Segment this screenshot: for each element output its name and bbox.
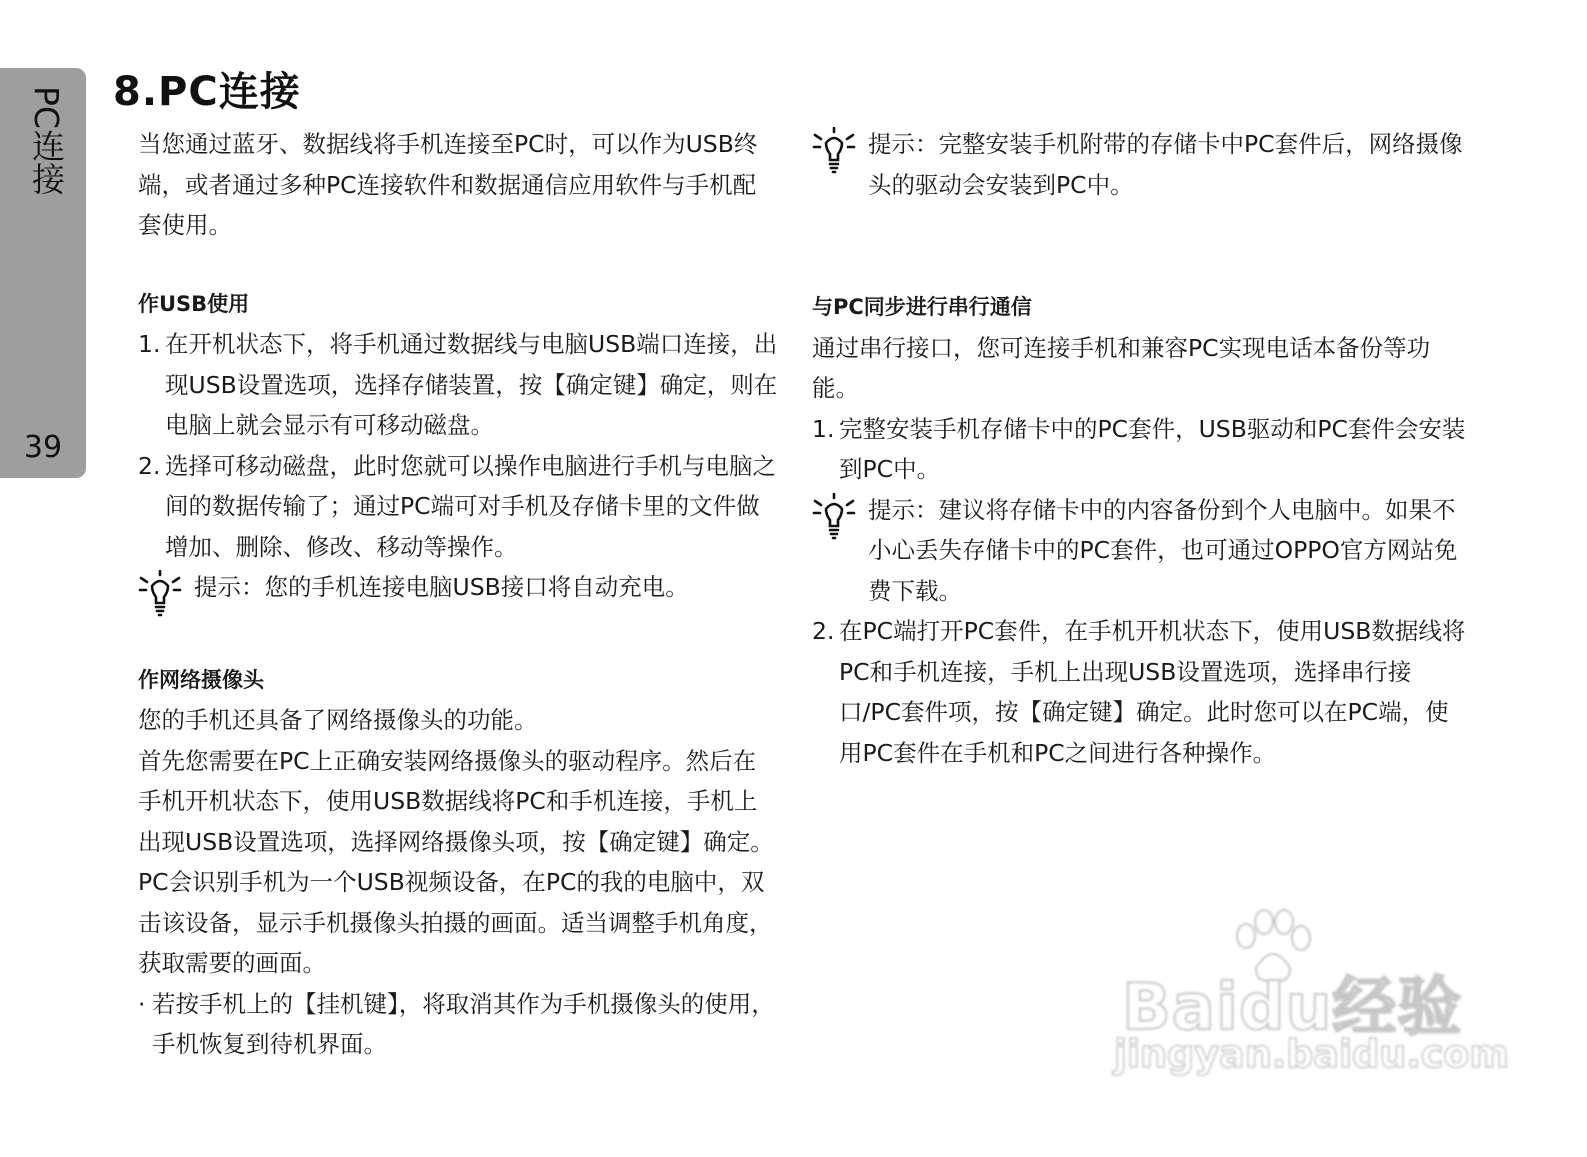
step-text: 在开机状态下，将手机通过数据线与电脑USB端口连接，出现USB设置选项，选择存储装置，按【确定键】确定，则在电脑上就会显示有可移动磁盘。 xyxy=(165,330,778,439)
bullet-mark: · xyxy=(138,989,146,1018)
intro-paragraph: 当您通过蓝牙、数据线将手机连接至PC时，可以作为USB终端，或者通过多种PC连接软件和数据通信应用软件与手机配套使用。 xyxy=(138,130,758,239)
step-text: 完整安装手机存储卡中的PC套件，USB驱动和PC套件会安装到PC中。 xyxy=(839,414,1466,483)
step-number: 1. xyxy=(812,414,835,443)
sync-section-heading: 与PC同步进行串行通信 xyxy=(812,295,1032,319)
sync-step-2 xyxy=(812,611,1472,773)
lightbulb-icon xyxy=(138,570,182,618)
right-column xyxy=(812,124,1472,773)
side-tab-section-label: PC连接 xyxy=(27,86,66,195)
usb-step-1 xyxy=(138,324,778,446)
step-number: 2. xyxy=(138,451,161,480)
webcam-driver-tip xyxy=(812,124,1472,205)
watermark-url: jingyan.baidu.com xyxy=(1114,1032,1509,1076)
step-text: 选择可移动磁盘，此时您就可以操作电脑进行手机与电脑之间的数据传输了；通过PC端可对手机及存储卡里的文件做增加、删除、修改、移动等操作。 xyxy=(165,451,776,561)
chapter-side-tab xyxy=(0,68,86,478)
lightbulb-icon xyxy=(812,127,856,175)
webcam-bullet-note xyxy=(138,984,778,1065)
bullet-text: 若按手机上的【挂机键】，将取消其作为手机摄像头的使用，手机恢复到待机界面。 xyxy=(152,989,775,1058)
tip-text: 提示：完整安装手机附带的存储卡中PC套件后，网络摄像头的驱动会安装到PC中。 xyxy=(868,130,1463,199)
webcam-paragraph-2: 首先您需要在PC上正确安装网络摄像头的驱动程序。然后在手机开机状态下，使用USB数据线将PC和手机连接，手机上出现USB设置选项，选择网络摄像头项，按【确定键】确定。PC会识别手机为一个USB视频设备，在PC的我的电脑中，双击该设备，显示手机摄像头拍摄的画面。适当调整手机角度，获取需要的画面。 xyxy=(138,746,774,977)
usb-step-2 xyxy=(138,446,778,568)
step-text: 在PC端打开PC套件，在手机开机状态下，使用USB数据线将PC和手机连接，手机上出现USB设置选项，选择串行接口/PC套件项，按【确定键】确定。此时您可以在PC端，使用PC套件在手机和PC之间进行各种操作。 xyxy=(839,617,1466,767)
page-number: 39 xyxy=(23,430,63,465)
usb-section-heading: 作USB使用 xyxy=(138,291,250,316)
backup-tip xyxy=(812,490,1472,612)
sync-intro: 通过串行接口，您可连接手机和兼容PC实现电话本备份等功能。 xyxy=(812,333,1431,402)
webcam-section-heading: 作网络摄像头 xyxy=(138,667,264,692)
baidu-jingyan-watermark xyxy=(1108,908,1509,1098)
step-number: 1. xyxy=(138,330,161,358)
webcam-paragraph-1: 您的手机还具备了网络摄像头的功能。 xyxy=(138,706,538,734)
usb-tip xyxy=(138,567,778,608)
step-number: 2. xyxy=(812,617,835,645)
sync-step-1 xyxy=(812,409,1472,490)
tip-text: 提示：建议将存储卡中的内容备份到个人电脑中。如果不小心丢失存储卡中的PC套件，也可通过OPPO官方网站免费下载。 xyxy=(868,495,1458,605)
page-title: 8.PC连接 xyxy=(113,69,301,115)
watermark-main-text: Baidu经验 xyxy=(1122,971,1463,1045)
tip-text: 提示：您的手机连接电脑USB接口将自动充电。 xyxy=(194,573,689,601)
lightbulb-icon xyxy=(812,493,856,541)
left-column xyxy=(138,124,778,1065)
